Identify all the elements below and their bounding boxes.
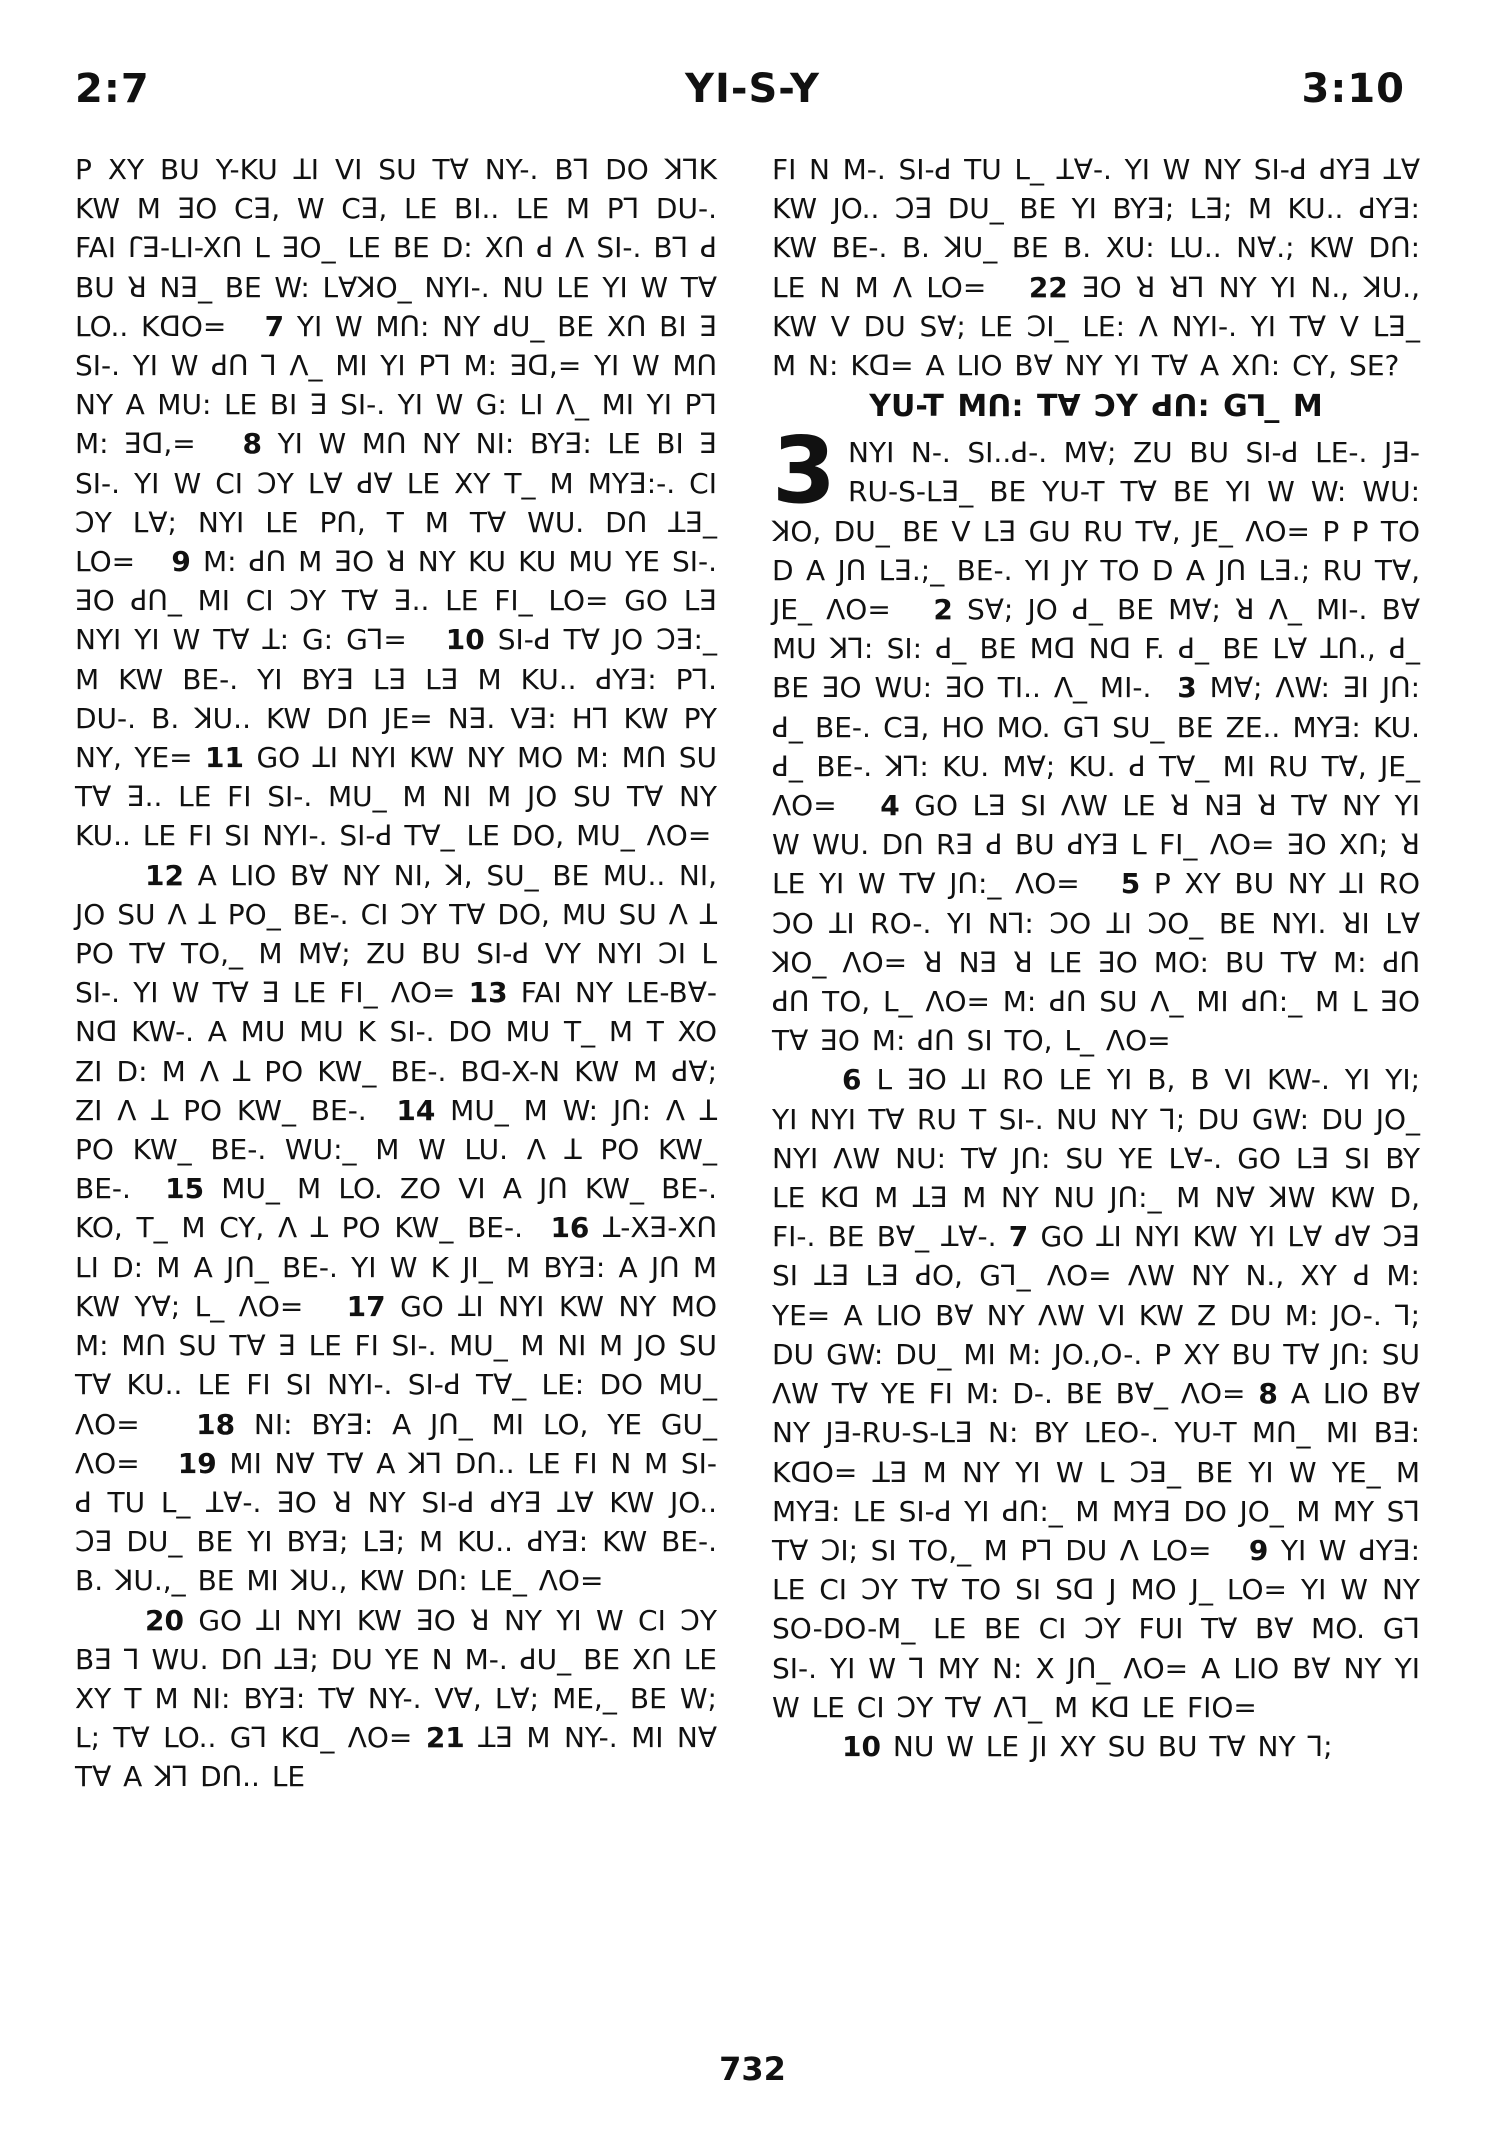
header-right-reference: 3:10 [1301,66,1405,112]
verse-number: 2 [933,593,953,627]
verse-number: 3 [1177,671,1197,705]
verse-text: NYI N-. SI..ꓒ-. Mꓯ; ZU BU SI-ꓒ LE-. Jꓱ-RU-S-Lꓱ_ BE YU-T Tꓯ BE YI W W: WU: ꓘO, DU_ BE V Lꓱ GU RU Tꓯ, JE_ ɅO= P P TO D A Jꓵ Lꓱ.;_ BE-. YI JY TO D A Jꓵ Lꓱ.; RU Tꓯ, JE_ ɅO= [772,436,1420,627]
chapter-number: 3 [772,417,837,525]
verse-text: ꓕ-Xꓱ-Xꓵ LI D: M A Jꓵ_ BE-. YI W K JI_ M BYꓱ: A Jꓵ M KW Yꓯ; L_ ɅO= [75,1211,718,1323]
verse-text: FAI NY LE-Bꓯ-Nꓷ KW-. A MU MU K SI-. DO MU T_ M T XO ZI D: M Ʌ ꓕ PO KW_ BE-. Bꓷ-X-N KW M ꓒꓯ; ZI Ʌ ꓕ PO KW_ BE-. [75,976,717,1127]
verse-number: 5 [1120,867,1141,901]
verse-text: Sꓯ; JO ꓒ_ BE Mꓯ; ꓤ Ʌ_ MI-. Bꓯ MU ꓘꓶ: SI: ꓒ_ BE Mꓷ Nꓷ F. ꓒ_ BE Lꓯ ꓕꓵ., ꓒ_ BE ꓱO WU: ꓱO TI.. Ʌ_ MI-. [772,593,1420,705]
right-column [772,150,1420,1766]
chapter-heading: YU-T Mꓵ: Tꓯ ꓛY ꓒꓵ: Gꓶ_ M [869,389,1323,425]
verse-number: 13 [468,976,508,1010]
paragraph [772,150,1420,385]
verse-number: 9 [1248,1533,1269,1567]
verse-number: 12 [145,858,184,892]
paragraph [772,1060,1420,1726]
verse-number: 14 [396,1093,436,1127]
verse-text: A LIO Bꓯ NY Jꓱ-RU-S-Lꓱ N: BY LEO-. YU-T Mꓵ_ MI Bꓱ: KꓷO= ꓕꓱ M NY YI W L ꓛꓱ_ BE YI W YE_ M MYꓱ: LE SI-ꓒ YI ꓒꓵ:_ M MYꓱ DO JO_ M MY Sꓶ Tꓯ ꓛI; SI TO,_ M Pꓶ DU Ʌ LO= [772,1377,1421,1567]
verse-text: P XY BU Y-KU ꓕI VI SU Tꓯ NY-. Bꓶ DO ꓘꓶK KW M ꓱO Cꓱ, W Cꓱ, LE BI.. LE M Pꓶ DU-. FAI ꓩꓱ-LI-Xꓵ L ꓱO_ LE BE D: Xꓵ ꓒ Ʌ SI-. Bꓶ ꓒ BU ꓤ Nꓱ_ BE W: LꓯꓘO_ NYI-. NU LE YI W Tꓯ LO.. KꓷO= [75,153,717,343]
paragraph [75,150,717,856]
verse-text: GO ꓕI NYI KW ꓱO ꓤ NY YI W CI ꓛY Bꓱ ꓶ WU. Dꓵ ꓕꓱ; DU YE N M-. ꓒU_ BE Xꓵ LE XY T M NI: BYꓱ: Tꓯ NY-. Vꓯ, Lꓯ; ME,_ BE W; L; Tꓯ LO.. Gꓶ Kꓷ_ ɅO= [75,1603,717,1755]
verse-text: NU W LE JI XY SU BU Tꓯ NY ꓶ; [892,1729,1333,1763]
verse-number: 11 [205,741,245,775]
verse-text: YI W Mꓵ: NY ꓒU_ BE Xꓵ BI ꓱ SI-. YI W ꓒꓵ ꓶ Ʌ_ MI YI Pꓶ M: ꓱꓷ,= YI W Mꓵ NY A MU: LE BI ꓱ SI-. YI W G: LI Ʌ_ MI YI Pꓶ M: ꓱꓷ,= [75,309,718,461]
verse-text: ꓕꓱ M NY-. MI Nꓯ Tꓯ A ꓘꓶ Dꓵ.. LE [75,1721,717,1794]
verse-text: MU_ M W: Jꓵ: Ʌ ꓕ PO KW_ BE-. WU:_ M W LU. Ʌ ꓕ PO KW_ BE-. [75,1093,718,1206]
verse-number: 19 [177,1446,217,1480]
verse-text: GO ꓕI NYI KW NY MO M: Mꓵ SU Tꓯ ꓱ LE FI SI-. MU_ M NI M JO SU Tꓯ KU.. LE FI SI NYI-. SI-ꓒ Tꓯ_ LE: DO MU_ ɅO= [75,1289,718,1441]
left-column [75,150,717,1797]
verse-number: 6 [842,1063,862,1097]
verse-number: 21 [425,1721,465,1755]
verse-number: 15 [165,1172,205,1206]
paragraph [772,417,1421,1060]
verse-text: FI N M-. SI-ꓒ TU L_ ꓕꓯ-. YI W NY SI-ꓒ ꓒYꓱ ꓕꓯ KW JO.. ꓛꓱ DU_ BE YI BYꓱ; Lꓱ; M KU.. ꓒYꓱ: KW BE-. B. ꓘU_ BE B. XU: LU.. Nꓯ.; KW Dꓵ: LE N M Ʌ LO= [772,153,1420,304]
paragraph [75,856,717,1601]
verse-number: 10 [842,1729,881,1763]
verse-text: A LIO Bꓯ NY NI, ꓘ, SU_ BE MU.. NI, JO SU Ʌ ꓕ PO_ BE-. CI ꓛY Tꓯ DO, MU SU Ʌ ꓕ PO Tꓯ TO,_ M Mꓯ; ZU BU SI-ꓒ VY NYI ꓛI Ⅼ SI-. YI W Tꓯ ꓱ LE FI_ ɅO= [75,858,718,1010]
verse-text: M: ꓒꓵ M ꓱO ꓤ NY KU KU MU YE SI-. ꓱO ꓒꓵ_ MI CI ꓛY Tꓯ ꓱ.. LE FI_ LO= GO Lꓱ NYI YI W Tꓯ ꓕ: G: Gꓶ= [75,545,718,657]
verse-number: 8 [1258,1377,1278,1411]
verse-number: 9 [171,545,191,579]
verse-number: 22 [1028,270,1068,304]
verse-number: 10 [445,623,485,657]
verse-text: GO ꓕI NYI KW YI Lꓯ ꓒꓯ ꓛꓱ SI ꓕꓱ Lꓱ ꓒO, Gꓶ_ ɅO= ɅW NY N., XY ꓒ M: YE= A LIO Bꓯ NY ɅW VI KW Z DU M: JO-. ꓶ; DU GW: DU_ MI M: JO.,O-. P XY BU Tꓯ Jꓵ: SU ɅW Tꓯ YE FI M: D-. BE Bꓯ_ ɅO= [772,1220,1420,1411]
verse-text: YI W Mꓵ NY NI: BYꓱ: LE BI ꓱ SI-. YI W CI ꓛY Lꓯ ꓒꓯ LE XY T_ M MYꓱ:-. CI ꓛY Lꓯ; NYI LE Pꓵ, T M Tꓯ WU. Dꓵ ꓕꓱ_ LO= [75,427,717,579]
verse-number: 20 [145,1603,184,1637]
verse-number: 8 [242,427,262,461]
header-book-title: YI-S-Y [685,66,820,112]
verse-text: Mꓯ; ɅW: ꓱI Jꓵ: ꓒ_ BE-. Cꓱ, HO MO. Gꓶ SU_ BE ZE.. MYꓱ: KU. ꓒ_ BE-. ꓘꓶ: KU. Mꓯ; KU. ꓒ Tꓯ_ MI RU Tꓯ, JE_ ɅO= [772,671,1421,823]
paragraph [772,1727,1420,1766]
verse-number: 4 [880,789,900,823]
verse-text: GO Lꓱ SI ɅW LE ꓤ Nꓱ ꓤ Tꓯ NY YI W WU. Dꓵ Rꓱ ꓒ BU ꓒYꓱ L FI_ ɅO= ꓱO Xꓵ; ꓤ LE YI W Tꓯ Jꓵ:_ ɅO= [772,789,1420,901]
verse-text: L ꓱO ꓕI RO LE YI B, B VI KW-. YI YI; YI NYI Tꓯ RU T SI-. NU NY ꓶ; DU GW: DU JO_ NYI ɅW NU: Tꓯ Jꓵ: SU YE Lꓯ-. GO Lꓱ SI BY LE Kꓷ M ꓕꓱ M NY NU Jꓵ:_ M Nꓯ ꓘW KW D, FI-. BE Bꓯ_ ꓕꓯ-. [772,1063,1421,1254]
verse-text: P XY BU NY ꓕI RO ꓛO ꓕI RO-. YI Nꓶ: ꓛO ꓕI ꓛO_ BE NYI. ꓤI Lꓯ ꓘO_ ɅO= ꓤ Nꓱ ꓤ LE ꓱO MO: BU Tꓯ M: ꓒꓵ ꓒꓵ TO, L_ ɅO= M: ꓒꓵ SU Ʌ_ MI ꓒꓵ:_ M L ꓱO Tꓯ ꓱO M: ꓒꓵ SI TO, L_ ɅO= [772,867,1421,1058]
verse-text: GO ꓕI NYI KW NY MO M: Mꓵ SU Tꓯ ꓱ.. LE FI SI-. MU_ M NI M JO SU Tꓯ NY KU.. LE FI SI NYI-. SI-ꓒ Tꓯ_ LE DO, MU_ ɅO= [75,741,717,853]
verse-text: YI W ꓒYꓱ: LE CI ꓛY Tꓯ TO SI Sꓷ J MO J_ LO= YI W NY SO-DO-M_ LE BE CI ꓛY FUI Tꓯ Bꓯ MO. Gꓶ SI-. YI W ꓶ MY N: X Jꓵ_ ɅO= A LIO Bꓯ NY YI W LE CI ꓛY Tꓯ Ʌꓶ_ M Kꓷ LE FIO= [772,1533,1421,1724]
verse-text: NI: BYꓱ: A Jꓵ_ MI LO, YE GU_ ɅO= [75,1407,718,1480]
verse-number: 17 [346,1289,386,1323]
verse-text: ꓱO ꓤ ꓤꓶ NY YI N., ꓘU., KW V DU Sꓯ; LE ꓛI_ LE: Ʌ NYI-. YI Tꓯ V Lꓱ_ M N: Kꓷ= A LIO Bꓯ NY YI Tꓯ A Xꓵ: CY, SE? [772,270,1420,383]
verse-text: MI Nꓯ Tꓯ A ꓘꓶ Dꓵ.. LE FI N M SI-ꓒ TU L_ ꓕꓯ-. ꓱO ꓤ NY SI-ꓒ ꓒYꓱ ꓕꓯ KW JO.. ꓛꓱ DU_ BE YI BYꓱ; Lꓱ; M KU.. ꓒYꓱ: KW BE-. B. ꓘU.,_ BE MI ꓘU., KW Dꓵ: LE_ ɅO= [75,1446,718,1598]
verse-number: 7 [264,309,285,343]
page-number: 732 [719,2050,786,2088]
verse-text: SI-ꓒ Tꓯ JO ꓛꓱ:_ M KW BE-. YI BYꓱ Lꓱ Lꓱ M KU.. ꓒYꓱ: Pꓶ. DU-. B. ꓘU.. KW Dꓵ JE= Nꓱ. Vꓱ: Hꓶ KW PY NY, YE= [75,623,718,775]
verse-number: 7 [1008,1220,1029,1254]
verse-number: 16 [550,1211,590,1245]
header-left-reference: 2:7 [75,66,150,112]
paragraph [75,1601,717,1797]
verse-text: MU_ M LO. ZO VI A Jꓵ KW_ BE-. KO, T_ M CY, Ʌ ꓕ PO KW_ BE-. [75,1172,718,1245]
verse-number: 18 [196,1407,236,1441]
